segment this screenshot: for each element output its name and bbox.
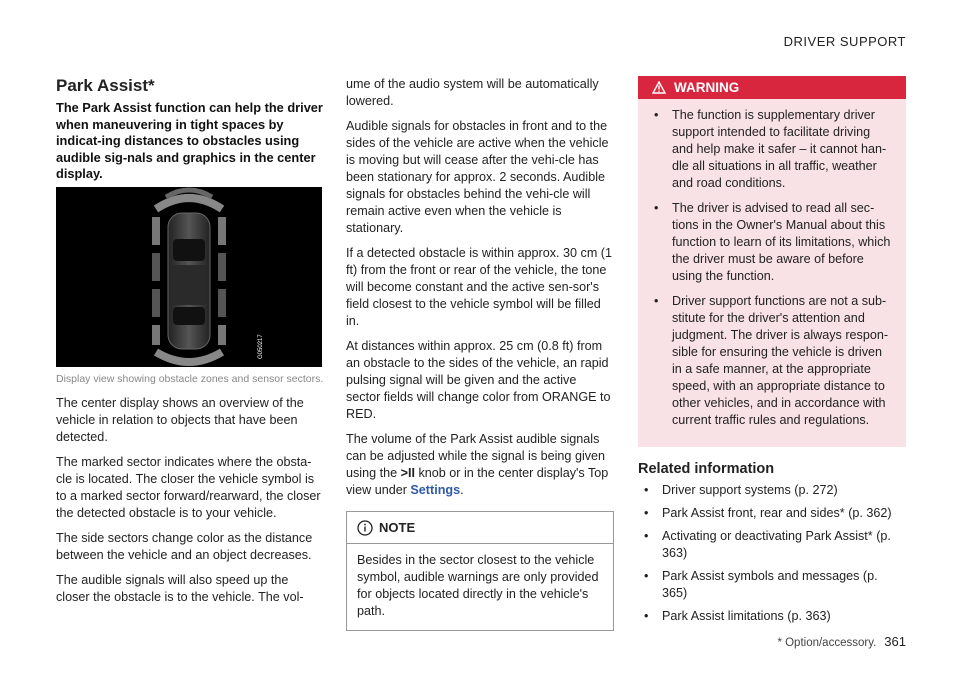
body-paragraph bbox=[346, 431, 614, 499]
image-caption: Display view showing obstacle zones and sensor sectors. bbox=[56, 372, 324, 385]
note-box bbox=[346, 511, 614, 631]
park-assist-display-image bbox=[56, 187, 322, 367]
related-link[interactable]: • Driver support systems (p. 272) bbox=[638, 482, 906, 499]
warning-item: • The driver is advised to read all sec-tions in the Owner's Manual about this function to learn of its limitations, which the driver must be aware of before using the function. bbox=[648, 200, 894, 285]
warning-item: • Driver support functions are not a sub-stitute for the driver's attention and judgment. The driver is always respon-sible for ensuring the vehicle is driven in a safe manner, at the appropriate speed, with an appropriate distance to other vehicles, and in accordance with current traffic rules and regulations. bbox=[648, 293, 894, 429]
car-top-view-illustration bbox=[56, 187, 322, 367]
note-body: Besides in the sector closest to the vehicle symbol, audible warnings are only provided for objects located directly in the vehicle's path. bbox=[357, 553, 599, 618]
note-header bbox=[347, 512, 613, 544]
page-title: Park Assist* bbox=[56, 76, 155, 95]
lead-paragraph: The Park Assist function can help the driver when maneuvering in tight spaces by indicat-ing distances to obstacles using audible sig-nals and graphics in the center display. bbox=[56, 100, 323, 181]
body-paragraph: Audible signals for obstacles in front and to the sides of the vehicle are active when the vehicle is moving but will cease after the vehi-cle has been stationary for approx. 2 seconds. Audible signals for obstacles behind the vehi-cle will remain active even when the vehicle is stationary. bbox=[346, 119, 609, 235]
body-paragraph: The marked sector indicates where the obsta-cle is located. The closer the vehicle symbol is to a marked sector forward/rearward, the closer the detected obstacle is to your vehicle. bbox=[56, 455, 321, 520]
middle-column bbox=[346, 76, 614, 631]
related-link[interactable]: • Park Assist front, rear and sides* (p. 362) bbox=[638, 505, 906, 522]
related-link[interactable]: • Activating or deactivating Park Assist* (p. 363) bbox=[638, 528, 906, 562]
page-number: 361 bbox=[884, 634, 906, 649]
warning-header bbox=[638, 76, 906, 99]
body-paragraph: At distances within approx. 25 cm (0.8 ft) from an obstacle to the sides of the vehicle, an rapid pulsing signal will be given and the active sector fields will change color from ORANGE to RED. bbox=[346, 339, 611, 421]
note-title: NOTE bbox=[379, 520, 416, 535]
right-column bbox=[638, 76, 906, 631]
section-header: DRIVER SUPPORT bbox=[783, 34, 906, 49]
related-link[interactable]: • Park Assist symbols and messages (p. 365) bbox=[638, 568, 906, 602]
body-paragraph: The audible signals will also speed up the closer the obstacle is to the vehicle. The vol- bbox=[56, 573, 304, 604]
settings-link[interactable]: Settings bbox=[410, 483, 461, 497]
knob-symbol: >II bbox=[400, 466, 415, 480]
image-code: G050217 bbox=[258, 333, 264, 359]
text-run: knob or in the center display's Top view under bbox=[346, 466, 609, 497]
body-paragraph: The side sectors change color as the distance between the vehicle and an object decreases. bbox=[56, 531, 313, 562]
body-paragraph: If a detected obstacle is within approx. 30 cm (1 ft) from the front or rear of the vehicle, the tone will become constant and the active sen-sor's field closest to the vehicle symbol will be filled in. bbox=[346, 246, 613, 328]
info-icon bbox=[357, 520, 373, 536]
page-footer bbox=[777, 634, 906, 649]
body-paragraph: ume of the audio system will be automatically lowered. bbox=[346, 77, 599, 108]
related-link[interactable]: • Park Assist limitations (p. 363) bbox=[638, 608, 906, 625]
left-column bbox=[56, 76, 324, 614]
body-paragraph: The center display shows an overview of the vehicle in relation to objects that have been detected. bbox=[56, 396, 304, 444]
warning-box bbox=[638, 76, 906, 447]
warning-title: WARNING bbox=[674, 80, 740, 95]
warning-triangle-icon bbox=[652, 81, 666, 94]
warning-item: • The function is supplementary driver support intended to facilitate driving and help make it safer – it cannot han-dle all situations in all traffic, weather and road conditions. bbox=[648, 107, 894, 192]
text-run: . bbox=[460, 483, 464, 497]
footnote: * Option/accessory. bbox=[777, 637, 877, 649]
related-information-heading: Related information bbox=[638, 461, 775, 477]
text-run: The volume of the Park Assist audible signals can be adjusted while the signal is being given using the bbox=[346, 432, 606, 480]
